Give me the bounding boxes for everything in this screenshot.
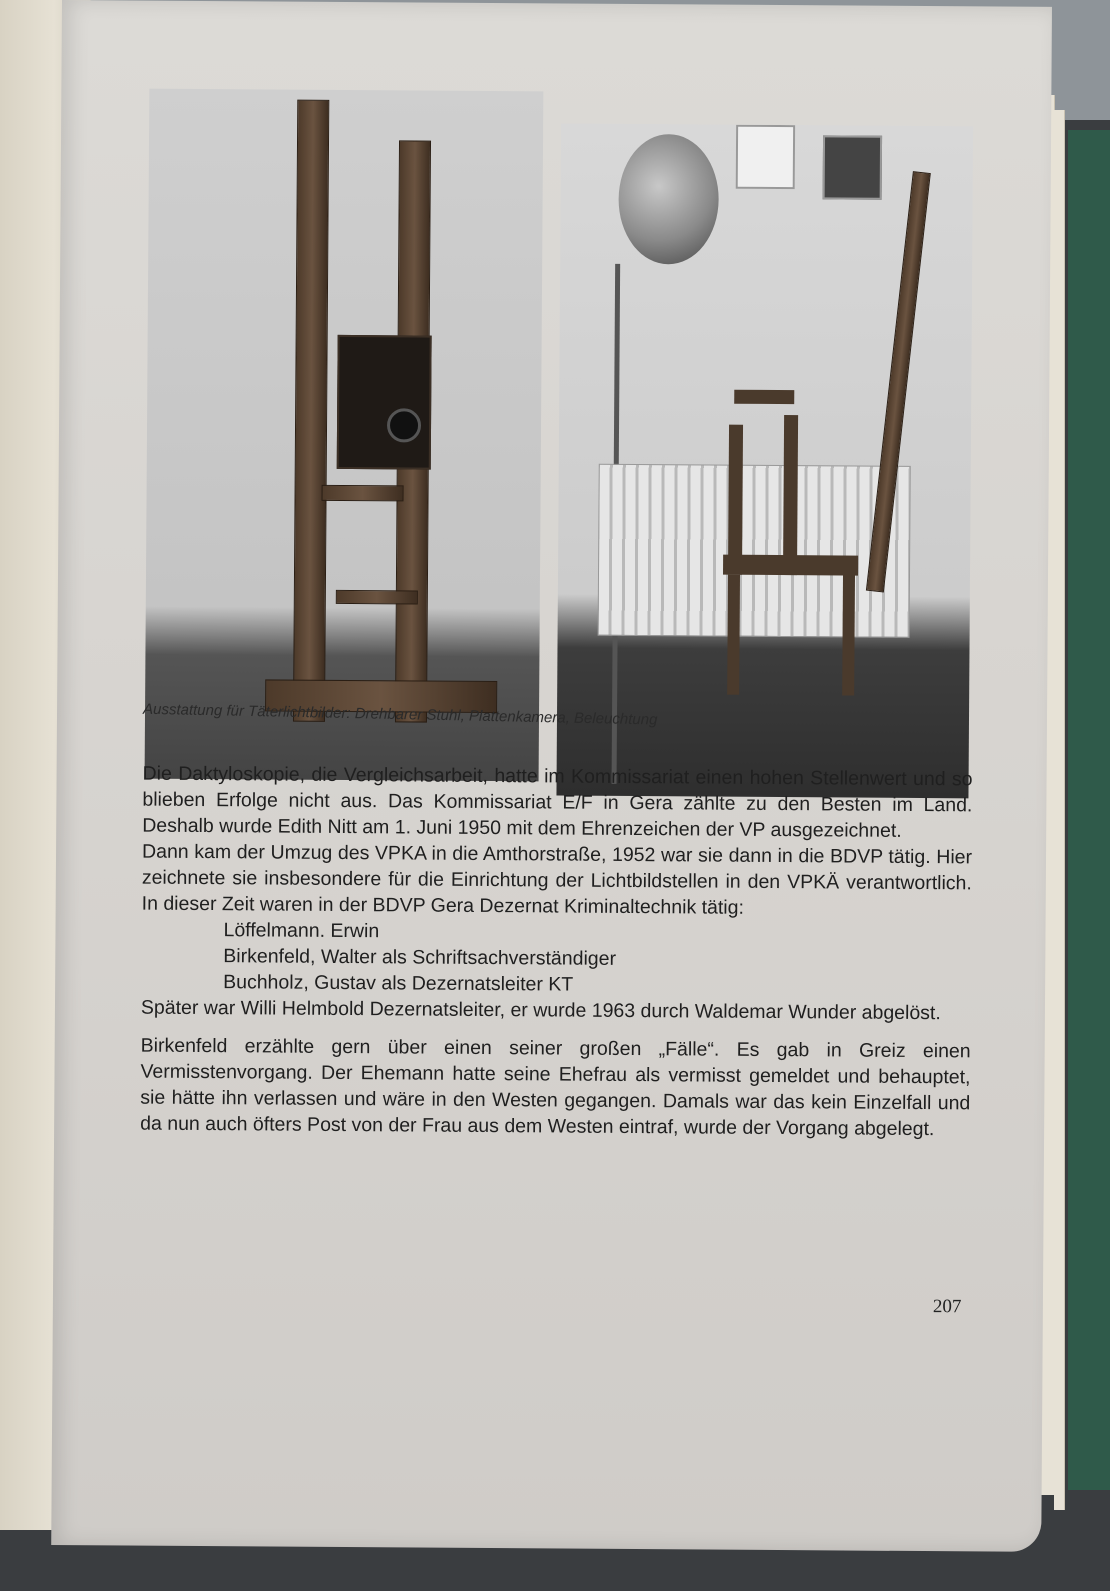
chair-seat bbox=[723, 555, 858, 576]
paragraph: Birkenfeld erzählte gern über einen seiner großen „Fälle“. Es gab in Greiz einen Vermisstenvorgang. Der Ehemann hatte seine Ehefrau als vermisst gemeldet und behauptet, sie hätte ihn verlassen und wäre in den Westen gegangen. Damals war das kein Einzelfall und da nun auch öfters Post von der Frau aus dem Westen eintraf, wurde der Vorgang abgelegt. bbox=[140, 1034, 971, 1141]
camera-lens bbox=[387, 408, 421, 442]
chair-backrest bbox=[728, 425, 743, 575]
staff-list-item: Löffelmann. Erwin bbox=[223, 919, 380, 943]
paragraph: Später war Willi Helmbold Dezernatsleiter, er wurde 1963 durch Waldemar Wunder abgelöst. bbox=[140, 996, 941, 1025]
page-number: 207 bbox=[932, 1296, 962, 1318]
paragraph: Dann kam der Umzug des VPKA in die Amthorstraße, 1952 war sie dann in die BDVP tätig. Hier zeichnete sie insbesondere für die Einrichtung der Lichtbildstellen in den VPKÄ verantwortlich. In dieser Zeit waren in der BDVP Gera Dezernat Kriminaltechnik tätig: bbox=[141, 840, 973, 919]
body-text bbox=[140, 761, 973, 1143]
chair-backrest bbox=[783, 415, 798, 575]
wall-picture bbox=[736, 125, 795, 189]
staff-list-item: Buchholz, Gustav als Dezernatsleiter KT bbox=[223, 971, 574, 996]
book-cover-edge bbox=[1068, 130, 1110, 1490]
photo-rotating-chair bbox=[556, 123, 973, 798]
wall-picture bbox=[823, 135, 882, 199]
studio-lamp bbox=[618, 134, 719, 265]
staff-list-item: Birkenfeld, Walter als Schriftsachverständiger bbox=[223, 945, 617, 970]
page-stack bbox=[1054, 110, 1065, 1510]
stand-crossbar bbox=[322, 485, 404, 502]
chair-headrest bbox=[734, 390, 794, 404]
chair-leg bbox=[842, 575, 855, 695]
paragraph: Die Daktyloskopie, die Vergleichsarbeit, hatte im Kommissariat einen hohen Stellenwert und so blieben Erfolge nicht aus. Das Kommissariat E/F in Gera zählte zu den Besten im Land. Deshalb wurde Edith Nitt am 1. Juni 1950 mit dem Ehrenzeichen der VP ausgezeichnet. bbox=[142, 762, 973, 842]
staff-list bbox=[141, 917, 972, 1001]
photo-plate-camera bbox=[145, 89, 544, 782]
chair-leg bbox=[727, 575, 740, 695]
radiator bbox=[598, 464, 911, 638]
figure-caption: Ausstattung für Täterlichtbilder: Drehbarer Stuhl, Plattenkamera, Beleuchtung bbox=[142, 700, 658, 729]
stand-crossbar bbox=[336, 590, 418, 605]
book-page bbox=[51, 0, 1052, 1552]
plate-camera bbox=[337, 335, 432, 470]
camera-stand-post bbox=[293, 100, 329, 722]
